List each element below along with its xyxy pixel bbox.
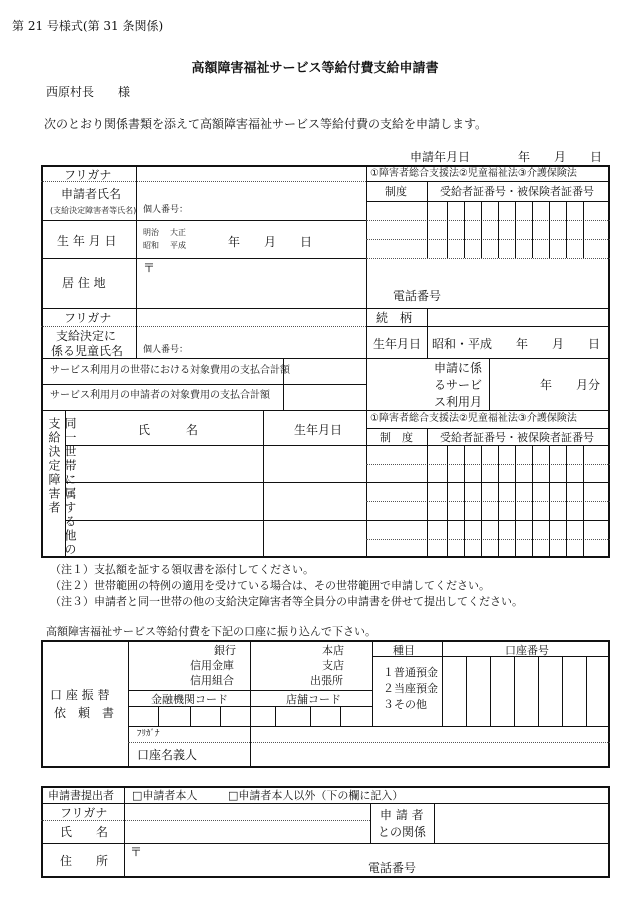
submitter-phone: 電話番号 <box>368 861 417 875</box>
credit-union-label: 信用組合 <box>190 674 234 687</box>
note-2: （注２）世帯範囲の特例の適用を受けている場合は、その世帯範囲で申請してください。 <box>50 579 490 592</box>
child-relation-label: 続 柄 <box>376 311 413 325</box>
type-option-2: ２当座預金 <box>383 682 438 695</box>
branch-code-label: 店舗コード <box>286 693 341 706</box>
type-label: 種目 <box>393 644 415 657</box>
holder-name-label: 口座名義人 <box>137 748 198 762</box>
service-month-label-1: 申請に係 <box>434 361 483 375</box>
submitter-furigana-label: フリガナ <box>60 806 108 820</box>
era-heisei: 平成 <box>170 241 186 250</box>
household-name-col: 氏 名 <box>138 423 199 437</box>
bank-intro: 高額障害福祉サービス等給付費を下記の口座に振り込んで下さい。 <box>46 625 376 638</box>
child-label-1: 支給決定に <box>56 329 117 343</box>
child-dob-label: 生年月日 <box>373 337 422 351</box>
service-month-label-2: るサービ <box>434 378 483 392</box>
submitter-relation-1: 申 請 者 <box>380 808 424 822</box>
transfer-label-2: 依 頼 書 <box>54 706 115 720</box>
applicant-dob-label: 生 年 月 日 <box>57 234 117 248</box>
submitter-option-other[interactable]: □申請者本人以外（下の欄に記入） <box>228 789 404 802</box>
holder-kana-label: ﾌﾘｶﾞﾅ <box>137 729 160 739</box>
household-insurance-header: ①障害者総合支援法②児童福祉法③介護保険法 <box>370 413 577 424</box>
submitter-label: 申請書提出者 <box>48 789 114 802</box>
bank-code-label: 金融機関コード <box>151 693 228 706</box>
child-furigana-label: フリガナ <box>64 311 112 325</box>
type-option-3: ３その他 <box>383 698 427 711</box>
note-3: （注３）申請者と同一世帯の他の支給決定障害者等全員分の申請書を併せて提出してください。 <box>50 595 523 608</box>
submitter-address-label: 住 所 <box>60 854 109 868</box>
branch-label: 支店 <box>322 659 344 672</box>
service-month-label-3: ス利用月 <box>434 395 483 409</box>
credit-bank-label: 信用金庫 <box>190 659 234 672</box>
applicant-address-label: 居 住 地 <box>62 276 106 290</box>
applicant-dob-ymd: 年 月 日 <box>228 235 313 249</box>
applicant-personal-number: 個人番号： <box>143 205 189 215</box>
bank-label: 銀行 <box>214 644 236 657</box>
household-total-label: サービス利用月の世帯における対象費用の支払合計額 <box>50 365 290 376</box>
era-meiji: 明治 <box>143 228 159 237</box>
sub-office-label: 出張所 <box>310 674 343 687</box>
note-1: （注１）支払額を証する領収書を添付してください。 <box>50 563 314 576</box>
submitter-relation-2: との関係 <box>378 825 427 839</box>
system-label: 制度 <box>385 185 407 198</box>
applicant-total-label: サービス利用月の申請者の対象費用の支払合計額 <box>50 390 270 401</box>
cert-label: 受給者証番号・被保険者証番号 <box>440 185 594 198</box>
household-dob-col: 生年月日 <box>294 423 343 437</box>
household-vertical-label-1: 支給決定障害者 <box>47 417 61 515</box>
child-label-2: 係る児童氏名 <box>51 344 124 358</box>
form-number: 第 21 号様式(第 31 条関係) <box>12 19 164 33</box>
transfer-label-1: 口 座 振 替 <box>50 688 110 702</box>
type-option-1: １普通預金 <box>383 666 438 679</box>
applicant-phone: 電話番号 <box>393 289 442 303</box>
applicant-furigana-label: フリガナ <box>64 168 112 182</box>
child-dob-value: 昭和・平成 年 月 日 <box>432 337 601 351</box>
household-system-col: 制 度 <box>380 431 413 444</box>
applicant-name-label: 申請者氏名 <box>61 187 122 201</box>
insurance-header: ①障害者総合支援法②児童福祉法③介護保険法 <box>370 168 577 179</box>
service-month-value: 年 月分 <box>540 378 601 392</box>
era-taisho: 大正 <box>170 228 186 237</box>
account-number-label: 口座番号 <box>505 644 549 657</box>
submitter-name-label: 氏 名 <box>60 825 109 839</box>
intro-text: 次のとおり関係書類を添えて高額障害福祉サービス等給付費の支給を申請します。 <box>44 117 488 131</box>
addressee: 西原村長 様 <box>46 85 131 99</box>
child-personal-number: 個人番号： <box>143 345 189 355</box>
head-office-label: 本店 <box>322 644 344 657</box>
application-date: 申請年月日 年 月 日 <box>410 150 603 164</box>
submitter-postal: 〒 <box>130 845 143 859</box>
household-cert-col: 受給者証番号・被保険者証番号 <box>440 431 594 444</box>
era-showa: 昭和 <box>143 241 159 250</box>
application-table <box>41 165 610 558</box>
applicant-postal: 〒 <box>143 261 156 275</box>
household-vertical-label-2: 同一世帯に属する他の <box>63 417 77 557</box>
submitter-option-self[interactable]: □申請者本人 <box>132 789 198 802</box>
applicant-name-sub: (支給決定障害者等氏名) <box>50 206 137 215</box>
page-title: 高額障害福祉サービス等給付費支給申請書 <box>191 61 439 76</box>
